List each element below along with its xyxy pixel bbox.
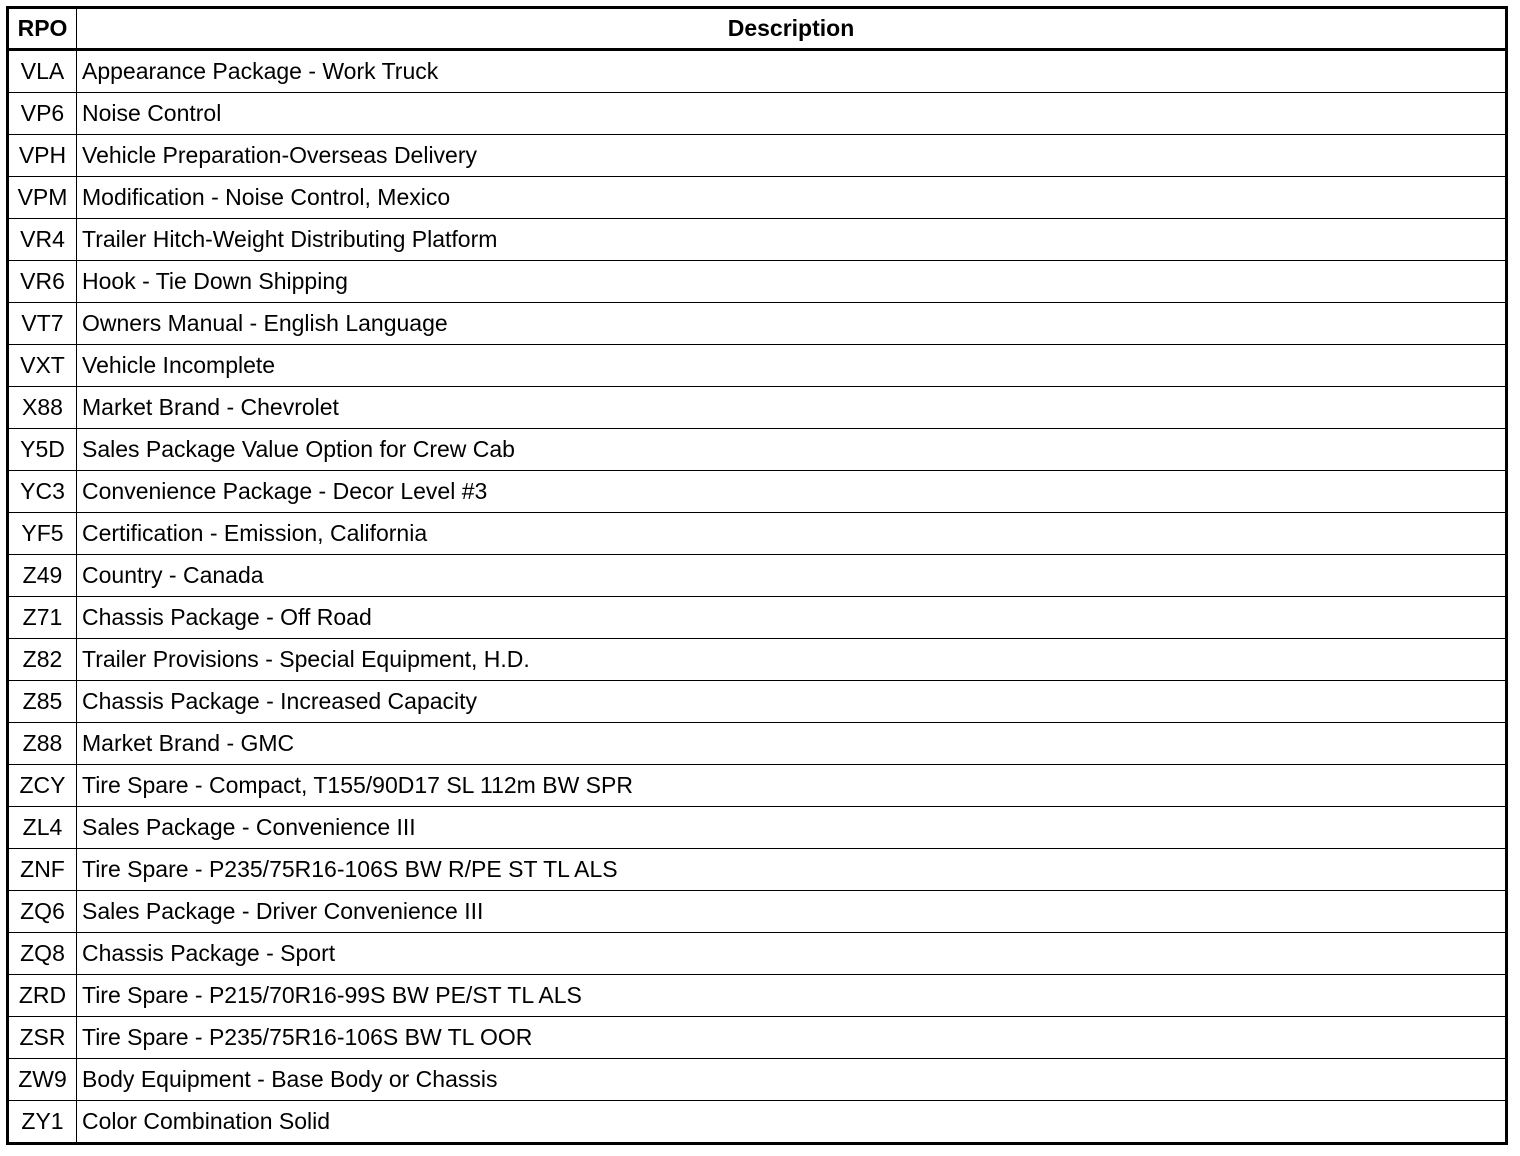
rpo-description-cell: Hook - Tie Down Shipping: [77, 261, 1507, 303]
rpo-code-cell: ZY1: [8, 1101, 77, 1144]
table-row: [8, 723, 1507, 765]
rpo-description-cell: Country - Canada: [77, 555, 1507, 597]
rpo-description-cell: Vehicle Incomplete: [77, 345, 1507, 387]
rpo-description-cell: Sales Package Value Option for Crew Cab: [77, 429, 1507, 471]
rpo-code-cell: X88: [8, 387, 77, 429]
rpo-code-cell: YF5: [8, 513, 77, 555]
table-row: [8, 429, 1507, 471]
rpo-code-cell: Y5D: [8, 429, 77, 471]
rpo-code-cell: YC3: [8, 471, 77, 513]
table-row: [8, 177, 1507, 219]
rpo-code-cell: ZW9: [8, 1059, 77, 1101]
rpo-code-cell: ZNF: [8, 849, 77, 891]
rpo-description-cell: Noise Control: [77, 93, 1507, 135]
table-row: [8, 849, 1507, 891]
rpo-description-cell: Tire Spare - Compact, T155/90D17 SL 112m BW SPR: [77, 765, 1507, 807]
rpo-code-cell: VXT: [8, 345, 77, 387]
table-header: [8, 8, 1507, 50]
rpo-description-cell: Certification - Emission, California: [77, 513, 1507, 555]
table-row: [8, 891, 1507, 933]
rpo-code-cell: Z82: [8, 639, 77, 681]
rpo-code-cell: Z88: [8, 723, 77, 765]
rpo-description-cell: Market Brand - GMC: [77, 723, 1507, 765]
rpo-description-cell: Modification - Noise Control, Mexico: [77, 177, 1507, 219]
rpo-description-cell: Trailer Provisions - Special Equipment, H.D.: [77, 639, 1507, 681]
rpo-code-cell: ZQ8: [8, 933, 77, 975]
rpo-description-cell: Chassis Package - Off Road: [77, 597, 1507, 639]
rpo-table: [6, 6, 1508, 1145]
rpo-description-cell: Chassis Package - Sport: [77, 933, 1507, 975]
table-row: [8, 555, 1507, 597]
table-row: [8, 1059, 1507, 1101]
header-row: [8, 8, 1507, 50]
table-row: [8, 639, 1507, 681]
table-row: [8, 1101, 1507, 1144]
rpo-description-cell: Tire Spare - P235/75R16-106S BW R/PE ST TL ALS: [77, 849, 1507, 891]
rpo-description-cell: Body Equipment - Base Body or Chassis: [77, 1059, 1507, 1101]
rpo-code-cell: Z85: [8, 681, 77, 723]
rpo-code-cell: VP6: [8, 93, 77, 135]
table-row: [8, 513, 1507, 555]
rpo-code-cell: Z71: [8, 597, 77, 639]
table-row: [8, 471, 1507, 513]
table-row: [8, 261, 1507, 303]
table-row: [8, 765, 1507, 807]
rpo-code-cell: VR6: [8, 261, 77, 303]
table-row: [8, 387, 1507, 429]
rpo-code-cell: VPH: [8, 135, 77, 177]
rpo-description-cell: Vehicle Preparation-Overseas Delivery: [77, 135, 1507, 177]
table-row: [8, 345, 1507, 387]
rpo-code-cell: Z49: [8, 555, 77, 597]
table-row: [8, 933, 1507, 975]
table-row: [8, 1017, 1507, 1059]
table-row: [8, 807, 1507, 849]
rpo-description-cell: Sales Package - Driver Convenience III: [77, 891, 1507, 933]
rpo-description-cell: Chassis Package - Increased Capacity: [77, 681, 1507, 723]
rpo-code-cell: ZCY: [8, 765, 77, 807]
rpo-description-cell: Sales Package - Convenience III: [77, 807, 1507, 849]
table-row: [8, 219, 1507, 261]
rpo-description-cell: Tire Spare - P235/75R16-106S BW TL OOR: [77, 1017, 1507, 1059]
rpo-code-cell: ZQ6: [8, 891, 77, 933]
header-description: Description: [77, 8, 1507, 50]
header-rpo: RPO: [8, 8, 77, 50]
table-row: [8, 303, 1507, 345]
table-body: [8, 50, 1507, 1144]
table-row: [8, 975, 1507, 1017]
rpo-description-cell: Color Combination Solid: [77, 1101, 1507, 1144]
table-row: [8, 681, 1507, 723]
rpo-code-cell: ZRD: [8, 975, 77, 1017]
rpo-code-cell: ZSR: [8, 1017, 77, 1059]
rpo-description-cell: Convenience Package - Decor Level #3: [77, 471, 1507, 513]
table-row: [8, 93, 1507, 135]
table-row: [8, 597, 1507, 639]
rpo-description-cell: Trailer Hitch-Weight Distributing Platform: [77, 219, 1507, 261]
rpo-code-cell: VT7: [8, 303, 77, 345]
rpo-code-cell: VLA: [8, 50, 77, 93]
table-row: [8, 135, 1507, 177]
rpo-code-cell: ZL4: [8, 807, 77, 849]
rpo-description-cell: Tire Spare - P215/70R16-99S BW PE/ST TL ALS: [77, 975, 1507, 1017]
rpo-code-cell: VR4: [8, 219, 77, 261]
rpo-description-cell: Market Brand - Chevrolet: [77, 387, 1507, 429]
rpo-description-cell: Owners Manual - English Language: [77, 303, 1507, 345]
rpo-code-cell: VPM: [8, 177, 77, 219]
rpo-description-cell: Appearance Package - Work Truck: [77, 50, 1507, 93]
table-row: [8, 50, 1507, 93]
